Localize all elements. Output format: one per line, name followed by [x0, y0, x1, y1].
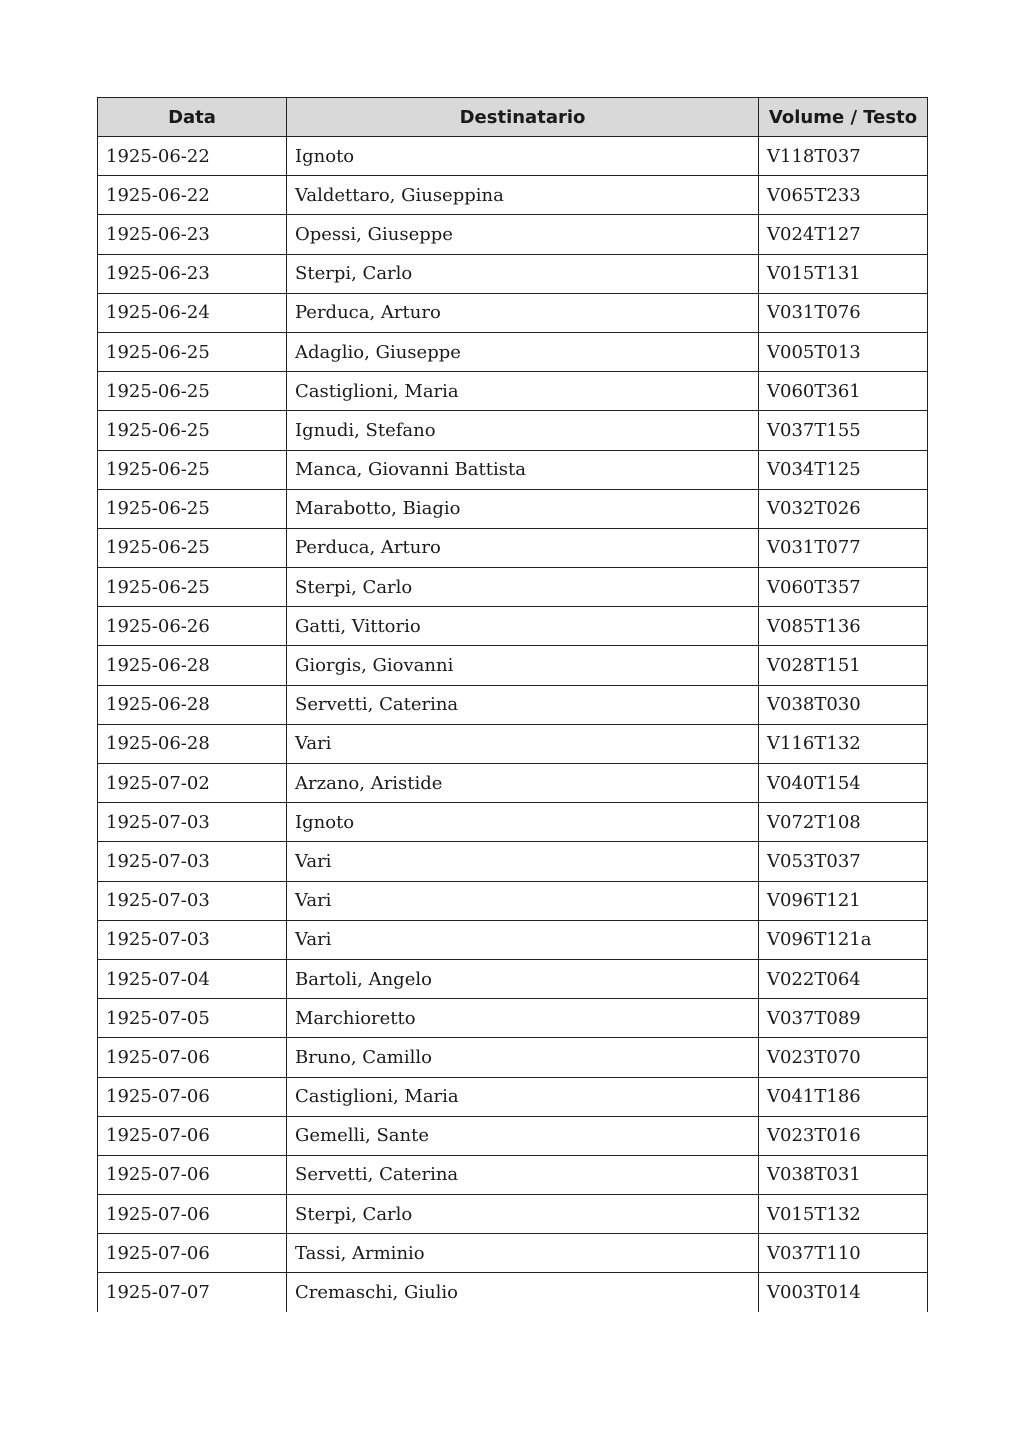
cell-recipient: Ignudi, Stefano [287, 411, 759, 450]
table-row [98, 332, 928, 371]
cell-volume: V096T121 [759, 881, 928, 920]
cell-recipient: Adaglio, Giuseppe [287, 332, 759, 371]
table-row [98, 215, 928, 254]
cell-date: 1925-06-28 [98, 646, 287, 685]
cell-volume: V040T154 [759, 764, 928, 803]
cell-date: 1925-06-24 [98, 293, 287, 332]
cell-volume: V037T089 [759, 999, 928, 1038]
cell-volume: V024T127 [759, 215, 928, 254]
cell-recipient: Sterpi, Carlo [287, 254, 759, 293]
cell-date: 1925-06-26 [98, 607, 287, 646]
cell-date: 1925-06-23 [98, 215, 287, 254]
table-row [98, 803, 928, 842]
cell-date: 1925-06-25 [98, 332, 287, 371]
cell-volume: V023T016 [759, 1116, 928, 1155]
table-row [98, 685, 928, 724]
cell-date: 1925-07-03 [98, 803, 287, 842]
cell-recipient: Marchioretto [287, 999, 759, 1038]
cell-date: 1925-07-06 [98, 1155, 287, 1194]
cell-recipient: Perduca, Arturo [287, 293, 759, 332]
cell-date: 1925-06-25 [98, 568, 287, 607]
table-row [98, 724, 928, 763]
table-row [98, 607, 928, 646]
header-row [98, 98, 928, 137]
cell-date: 1925-06-28 [98, 724, 287, 763]
table-row [98, 959, 928, 998]
cell-recipient: Vari [287, 724, 759, 763]
cell-volume: V015T132 [759, 1195, 928, 1234]
cell-volume: V072T108 [759, 803, 928, 842]
cell-date: 1925-06-22 [98, 176, 287, 215]
cell-recipient: Arzano, Aristide [287, 764, 759, 803]
cell-recipient: Ignoto [287, 803, 759, 842]
cell-date: 1925-07-03 [98, 920, 287, 959]
cell-volume: V060T357 [759, 568, 928, 607]
cell-recipient: Vari [287, 842, 759, 881]
table-row [98, 137, 928, 176]
cell-recipient: Vari [287, 920, 759, 959]
cell-recipient: Servetti, Caterina [287, 685, 759, 724]
table-row [98, 646, 928, 685]
cell-recipient: Opessi, Giuseppe [287, 215, 759, 254]
table-row [98, 764, 928, 803]
cell-volume: V037T155 [759, 411, 928, 450]
cell-date: 1925-07-06 [98, 1195, 287, 1234]
letters-table [97, 97, 928, 1312]
cell-date: 1925-07-06 [98, 1116, 287, 1155]
cell-recipient: Castiglioni, Maria [287, 372, 759, 411]
cell-recipient: Perduca, Arturo [287, 528, 759, 567]
table-row [98, 254, 928, 293]
table-row [98, 1077, 928, 1116]
cell-volume: V116T132 [759, 724, 928, 763]
cell-recipient: Bartoli, Angelo [287, 959, 759, 998]
cell-date: 1925-06-25 [98, 411, 287, 450]
column-header-volume: Volume / Testo [759, 98, 928, 137]
cell-volume: V118T037 [759, 137, 928, 176]
table-row [98, 1155, 928, 1194]
cell-volume: V034T125 [759, 450, 928, 489]
cell-volume: V038T030 [759, 685, 928, 724]
cell-recipient: Castiglioni, Maria [287, 1077, 759, 1116]
table-row [98, 372, 928, 411]
table-row [98, 1038, 928, 1077]
cell-volume: V031T077 [759, 528, 928, 567]
cell-date: 1925-06-22 [98, 137, 287, 176]
cell-recipient: Sterpi, Carlo [287, 1195, 759, 1234]
cell-date: 1925-06-25 [98, 450, 287, 489]
cell-date: 1925-07-07 [98, 1273, 287, 1312]
cell-recipient: Gatti, Vittorio [287, 607, 759, 646]
cell-volume: V053T037 [759, 842, 928, 881]
cell-volume: V028T151 [759, 646, 928, 685]
cell-volume: V096T121a [759, 920, 928, 959]
cell-volume: V037T110 [759, 1234, 928, 1273]
table-row [98, 568, 928, 607]
cell-date: 1925-07-06 [98, 1234, 287, 1273]
cell-volume: V085T136 [759, 607, 928, 646]
column-header-recipient: Destinatario [287, 98, 759, 137]
cell-volume: V005T013 [759, 332, 928, 371]
cell-volume: V041T186 [759, 1077, 928, 1116]
table-row [98, 1234, 928, 1273]
cell-volume: V032T026 [759, 489, 928, 528]
table-body [98, 137, 928, 1313]
table-row [98, 293, 928, 332]
cell-recipient: Marabotto, Biagio [287, 489, 759, 528]
table-row [98, 881, 928, 920]
cell-date: 1925-06-28 [98, 685, 287, 724]
cell-date: 1925-07-05 [98, 999, 287, 1038]
cell-recipient: Tassi, Arminio [287, 1234, 759, 1273]
table-row [98, 842, 928, 881]
table-row [98, 528, 928, 567]
cell-date: 1925-07-02 [98, 764, 287, 803]
table-row [98, 1273, 928, 1312]
table-row [98, 450, 928, 489]
cell-recipient: Bruno, Camillo [287, 1038, 759, 1077]
cell-date: 1925-07-03 [98, 881, 287, 920]
table-row [98, 1195, 928, 1234]
cell-volume: V038T031 [759, 1155, 928, 1194]
cell-date: 1925-07-06 [98, 1077, 287, 1116]
cell-recipient: Gemelli, Sante [287, 1116, 759, 1155]
cell-volume: V003T014 [759, 1273, 928, 1312]
column-header-date: Data [98, 98, 287, 137]
cell-recipient: Manca, Giovanni Battista [287, 450, 759, 489]
cell-date: 1925-06-25 [98, 528, 287, 567]
table-row [98, 411, 928, 450]
cell-volume: V015T131 [759, 254, 928, 293]
cell-volume: V023T070 [759, 1038, 928, 1077]
table-row [98, 489, 928, 528]
cell-volume: V065T233 [759, 176, 928, 215]
cell-recipient: Servetti, Caterina [287, 1155, 759, 1194]
cell-date: 1925-06-23 [98, 254, 287, 293]
cell-recipient: Vari [287, 881, 759, 920]
cell-date: 1925-07-06 [98, 1038, 287, 1077]
cell-recipient: Cremaschi, Giulio [287, 1273, 759, 1312]
cell-recipient: Sterpi, Carlo [287, 568, 759, 607]
table-header [98, 98, 928, 137]
cell-date: 1925-06-25 [98, 372, 287, 411]
table-row [98, 920, 928, 959]
table-row [98, 999, 928, 1038]
cell-recipient: Ignoto [287, 137, 759, 176]
cell-date: 1925-07-04 [98, 959, 287, 998]
cell-recipient: Giorgis, Giovanni [287, 646, 759, 685]
cell-volume: V060T361 [759, 372, 928, 411]
table-row [98, 176, 928, 215]
table-row [98, 1116, 928, 1155]
cell-volume: V031T076 [759, 293, 928, 332]
cell-volume: V022T064 [759, 959, 928, 998]
cell-recipient: Valdettaro, Giuseppina [287, 176, 759, 215]
cell-date: 1925-07-03 [98, 842, 287, 881]
cell-date: 1925-06-25 [98, 489, 287, 528]
